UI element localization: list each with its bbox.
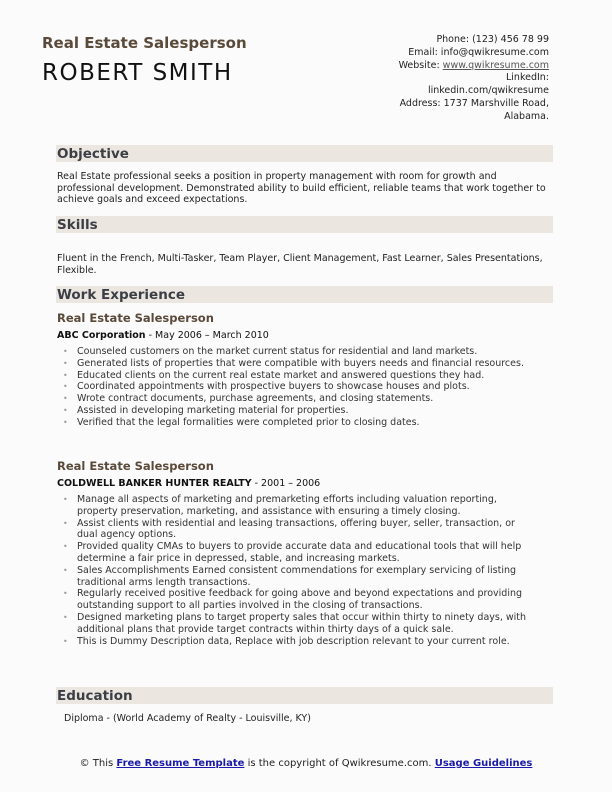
job-title: Real Estate Salesperson: [57, 459, 214, 473]
company-line: [57, 330, 269, 341]
job-bullet: • Educated clients on the current real estate market and answered questions they had.: [57, 370, 537, 382]
contact-email: Email: info@qwikresume.com: [408, 46, 549, 58]
contact-website: [349, 60, 549, 73]
job-bullet: • Verified that the legal formalities were completed prior to closing dates.: [57, 417, 537, 429]
job-bullet: • Provided quality CMAs to buyers to provide accurate data and educational tools that will help determine a fair price in depressed, stable, and increasing markets.: [57, 541, 537, 565]
job-bullet: • Assisted in developing marketing material for properties.: [57, 405, 537, 417]
job-bullet: • Assist clients with residential and leasing transactions, offering buyer, seller, transaction, or dual agency options.: [57, 518, 537, 542]
skills-heading: Skills: [56, 216, 553, 233]
job-bullet: • Generated lists of properties that were compatible with buyers needs and financial resources.: [57, 358, 537, 370]
contact-linkedin-url: linkedin.com/qwikresume: [427, 85, 549, 97]
free-resume-template-link[interactable]: Free Resume Template: [116, 758, 245, 769]
resume-job-title: Real Estate Salesperson: [42, 34, 247, 52]
job-bullet: • Coordinated appointments with prospective buyers to showcase houses and plots.: [57, 381, 537, 393]
company-name: ABC Corporation: [57, 330, 146, 341]
job-bullet: • Regularly received positive feedback for going above and beyond expectations and providing outstanding support to all parties involved in the closing of transactions.: [57, 588, 537, 612]
education-text: Diploma - (World Academy of Realty - Louisville, KY): [64, 713, 311, 724]
contact-block: [349, 34, 549, 124]
job-bullets: [57, 494, 537, 647]
contact-phone: Phone: (123) 456 78 99: [436, 34, 549, 45]
candidate-name: ROBERT SMITH: [42, 60, 233, 86]
website-label: Website:: [398, 59, 443, 71]
footer-prefix: © This: [79, 758, 117, 769]
usage-guidelines-link[interactable]: Usage Guidelines: [434, 758, 533, 769]
job-title: Real Estate Salesperson: [57, 311, 214, 325]
job-bullet: • Sales Accomplishments Earned consistent commendations for exemplary servicing of listing traditional arms length transactions.: [57, 565, 537, 589]
company-name: COLDWELL BANKER HUNTER REALTY: [57, 478, 252, 489]
contact-linkedin-label: LinkedIn:: [505, 72, 549, 84]
footer-middle: is the copyright of Qwikresume.com.: [244, 758, 435, 769]
job-bullets: [57, 346, 537, 429]
job-bullet: • Designed marketing plans to target property sales that occur within thirty to ninety days, with additional plans that provide target contracts within thirty days of a quick sale.: [57, 612, 537, 636]
copyright-footer: [60, 758, 552, 771]
job-bullet: • Manage all aspects of marketing and premarketing efforts including valuation reporting, property preservation, marketing, and assistance with ensuring a timely closing.: [57, 494, 537, 518]
contact-address-line2: Alabama.: [504, 110, 549, 122]
website-link[interactable]: www.qwikresume.com: [442, 59, 549, 71]
objective-heading: Objective: [56, 145, 553, 162]
contact-address-line1: Address: 1737 Marshville Road,: [399, 97, 549, 109]
job-bullet: • Wrote contract documents, purchase agreements, and closing statements.: [57, 393, 537, 405]
objective-text: Real Estate professional seeks a position in property management with room for growth and professional development. Demonstrated ability to build efficient, reliable teams that work together to achieve goals and exceed expectations.: [57, 171, 546, 206]
job-dates: - May 2006 – March 2010: [145, 330, 269, 341]
education-heading: Education: [56, 687, 553, 704]
work-experience-heading: Work Experience: [56, 286, 553, 303]
company-line: [57, 478, 320, 489]
job-bullet: • Counseled customers on the market current status for residential and land markets.: [57, 346, 537, 358]
job-bullet: • This is Dummy Description data, Replace with job description relevant to your current role.: [57, 636, 537, 648]
skills-text: Fluent in the French, Multi-Tasker, Team Player, Client Management, Fast Learner, Sales Presentations, Flexible.: [57, 253, 543, 276]
job-dates: - 2001 – 2006: [251, 478, 321, 489]
